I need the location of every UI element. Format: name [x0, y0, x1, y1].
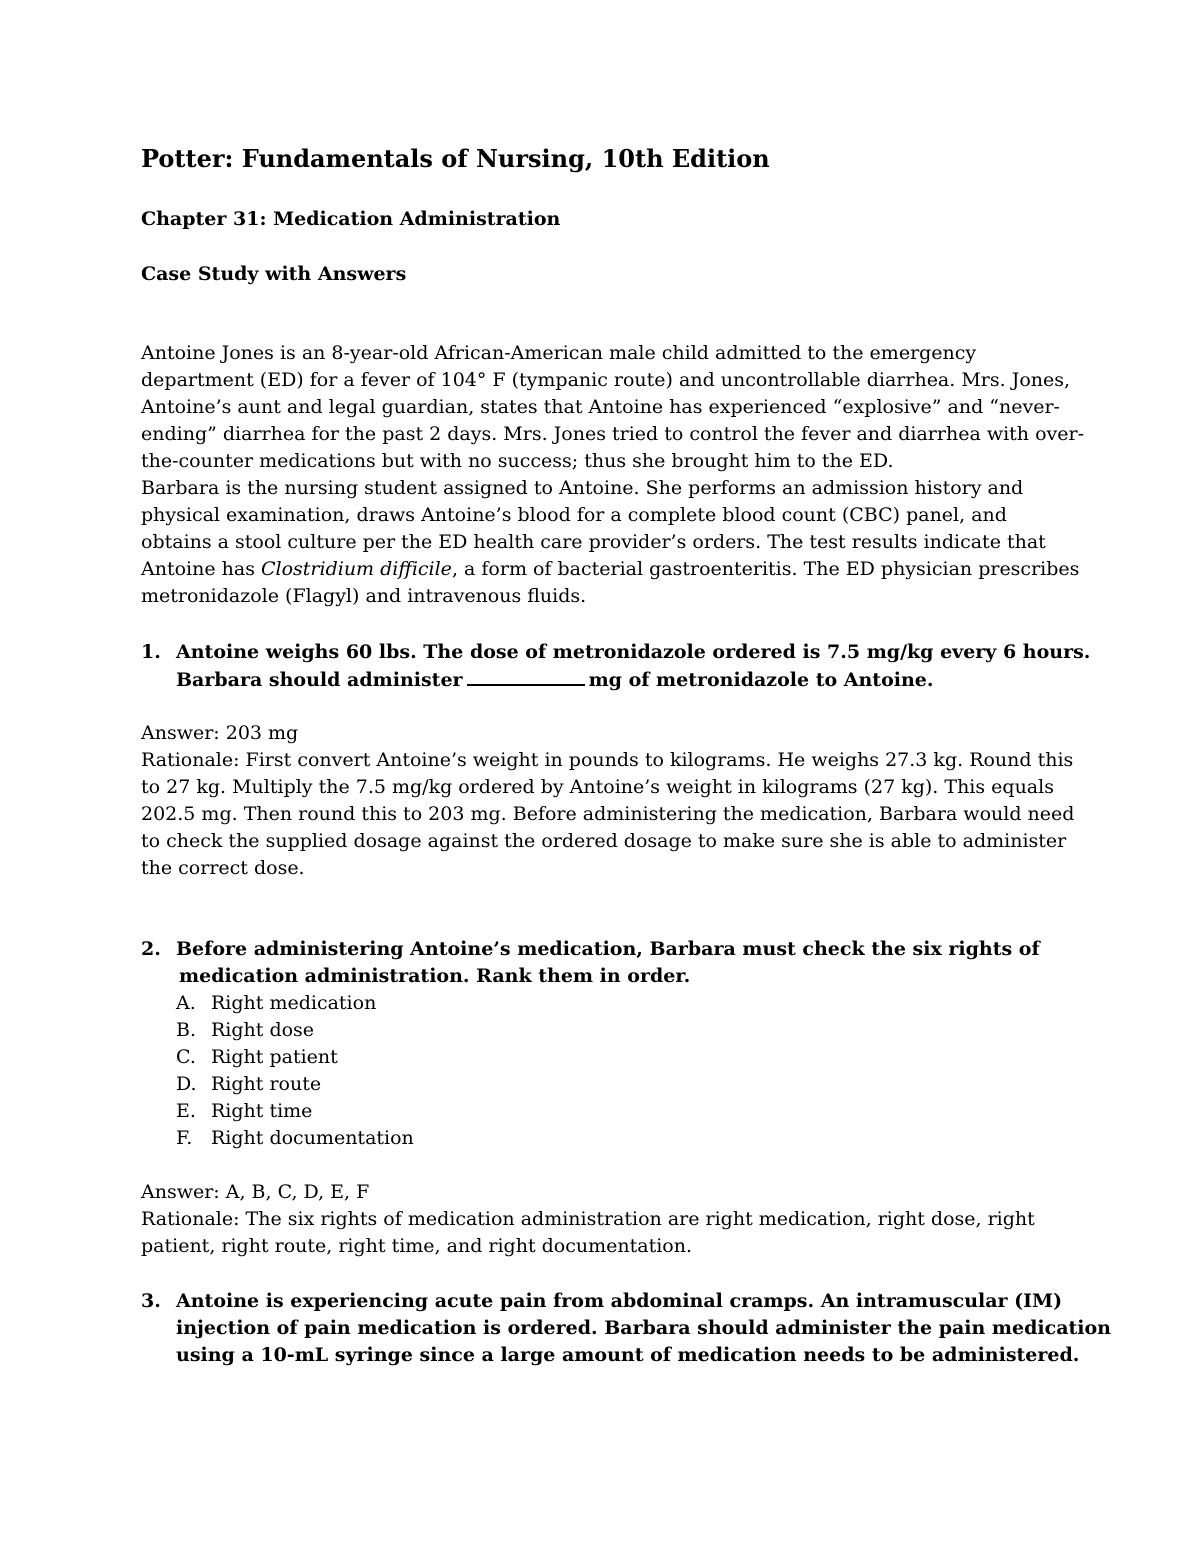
option-letter: A. — [176, 992, 196, 1014]
option-item — [176, 1017, 414, 1044]
intro-text: , a form of bacterial gastroenteritis. The ED physician prescribes — [451, 558, 1080, 580]
question-number: 1. — [141, 641, 161, 663]
intro-line: physical examination, draws Antoine’s blood for a complete blood count (CBC) panel, and — [141, 504, 1007, 526]
question-text-part: Barbara should administer — [176, 669, 463, 691]
option-item — [176, 1098, 414, 1125]
question-text: Before administering Antoine’s medication, Barbara must check the six rights of — [176, 938, 1040, 960]
intro-line: metronidazole (Flagyl) and intravenous fluids. — [141, 585, 587, 607]
q2-answer-block — [141, 1179, 1081, 1260]
rationale-line: patient, right route, right time, and right documentation. — [141, 1235, 692, 1257]
q1-answer-block — [141, 720, 1081, 882]
option-text: Right route — [211, 1073, 322, 1095]
option-item — [176, 1044, 414, 1071]
question-number: 3. — [141, 1290, 161, 1312]
intro-text: Antoine has — [141, 558, 261, 580]
option-letter: C. — [176, 1046, 196, 1068]
rationale-line: Rationale: The six rights of medication administration are right medication, right dose, right — [141, 1208, 1035, 1230]
option-item — [176, 1125, 414, 1152]
question-text: Antoine is experiencing acute pain from abdominal cramps. An intramuscular (IM) — [176, 1290, 1063, 1312]
intro-line — [141, 556, 1081, 583]
question-number: 2. — [141, 938, 161, 960]
intro-line: ending” diarrhea for the past 2 days. Mrs. Jones tried to control the fever and diarrhea with over- — [141, 423, 1084, 445]
answer-text: Answer: A, B, C, D, E, F — [141, 1181, 370, 1203]
answer-text: Answer: 203 mg — [141, 722, 299, 744]
option-text: Right dose — [211, 1019, 315, 1041]
question-2 — [141, 936, 1101, 990]
option-letter: E. — [176, 1100, 196, 1122]
question-text: injection of pain medication is ordered. Barbara should administer the pain medication — [176, 1317, 1111, 1339]
organism-name: Clostridium difficile — [260, 558, 452, 580]
option-item — [176, 1071, 414, 1098]
rationale-line: the correct dose. — [141, 857, 305, 879]
intro-line: Antoine’s aunt and legal guardian, states that Antoine has experienced “explosive” and “never- — [141, 396, 1060, 418]
intro-line: department (ED) for a fever of 104° F (tympanic route) and uncontrollable diarrhea. Mrs. Jones, — [141, 369, 1071, 391]
intro-line: Antoine Jones is an 8-year-old African-American male child admitted to the emergency — [141, 342, 977, 364]
document-title: Potter: Fundamentals of Nursing, 10th Edition — [141, 144, 770, 173]
option-item — [176, 990, 414, 1017]
rationale-line: Rationale: First convert Antoine’s weight in pounds to kilograms. He weighs 27.3 kg. Round this — [141, 749, 1074, 771]
question-text — [176, 666, 1101, 694]
option-text: Right time — [211, 1100, 313, 1122]
question-text: medication administration. Rank them in order. — [179, 965, 691, 987]
option-letter: B. — [176, 1019, 197, 1041]
intro-line: Barbara is the nursing student assigned to Antoine. She performs an admission history and — [141, 477, 1024, 499]
option-letter: D. — [176, 1073, 197, 1095]
question-text: Antoine weighs 60 lbs. The dose of metronidazole ordered is 7.5 mg/kg every 6 hours. — [176, 641, 1091, 663]
options-list — [176, 990, 414, 1152]
chapter-heading: Chapter 31: Medication Administration — [141, 208, 561, 230]
rationale-line: to check the supplied dosage against the ordered dosage to make sure she is able to administer — [141, 830, 1067, 852]
option-text: Right medication — [211, 992, 377, 1014]
option-letter: F. — [176, 1127, 193, 1149]
intro-line: the-counter medications but with no success; thus she brought him to the ED. — [141, 450, 894, 472]
answer-blank — [467, 666, 585, 686]
case-intro — [141, 340, 1084, 610]
question-text: using a 10-mL syringe since a large amount of medication needs to be administered. — [176, 1344, 1080, 1366]
option-text: Right patient — [211, 1046, 338, 1068]
rationale-line: 202.5 mg. Then round this to 203 mg. Before administering the medication, Barbara would need — [141, 803, 1075, 825]
question-text-part: mg of metronidazole to Antoine. — [588, 669, 934, 691]
section-heading: Case Study with Answers — [141, 263, 407, 285]
intro-line: obtains a stool culture per the ED health care provider’s orders. The test results indicate that — [141, 531, 1046, 553]
option-text: Right documentation — [211, 1127, 414, 1149]
rationale-line: to 27 kg. Multiply the 7.5 mg/kg ordered by Antoine’s weight in kilograms (27 kg). This equals — [141, 776, 1054, 798]
question-3 — [141, 1288, 1111, 1369]
question-1 — [141, 639, 1101, 694]
